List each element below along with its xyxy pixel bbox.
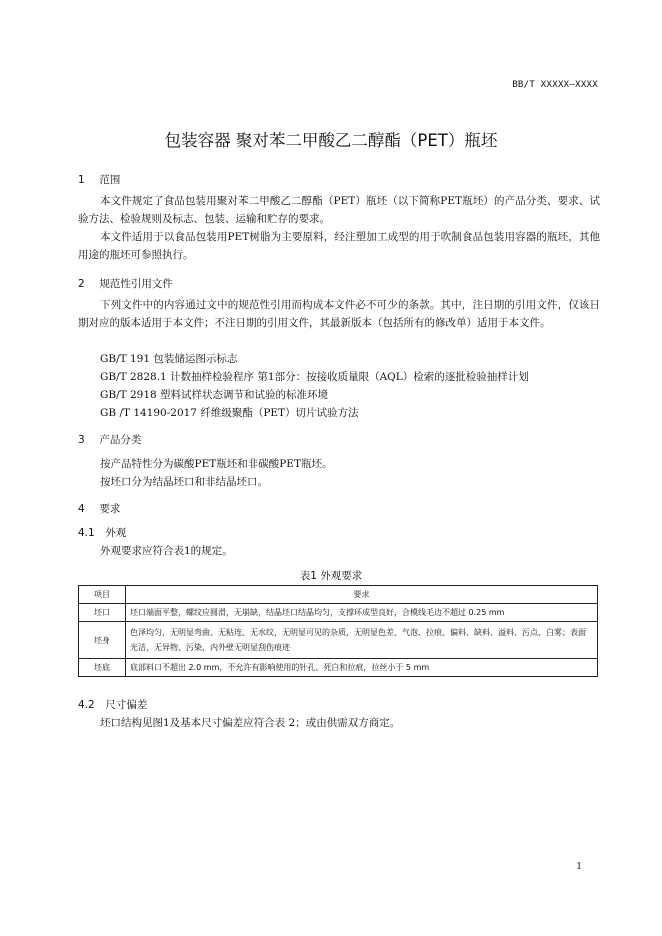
- section-title: 规范性引用文件: [99, 278, 173, 290]
- table-header-requirement: 要求: [126, 586, 598, 604]
- table-cell-requirement: 坯口端面平整，螺纹应圆滑，无崩缺，结晶坯口结晶均匀，支撑环成型良好，合模线毛边不超过 0.25 mm: [126, 604, 598, 622]
- reference-item: GB/T 2828.1 计数抽样检验程序 第1部分：按接收质量限（AQL）检索的逐批检验抽样计划: [100, 371, 529, 383]
- section-4-1-paragraph: 外观要求应符合表1的规定。: [100, 545, 233, 557]
- section-title: 要求: [99, 503, 121, 515]
- table-cell-requirement: 底部料口不超出 2.0 mm，不允许有影响使用的针孔、死白和拉痕，拉丝小于 5 mm: [126, 659, 598, 677]
- table-cell-item: 坯底: [79, 659, 126, 677]
- table-1-caption: 表1 外观要求: [299, 570, 363, 582]
- section-number: 1: [78, 174, 85, 186]
- section-number: 4.2: [78, 699, 95, 711]
- section-4-2-paragraph: 坯口结构见图1及基本尺寸偏差应符合表 2；或由供需双方商定。: [100, 717, 401, 729]
- table-cell-item: 坯身: [79, 622, 126, 659]
- section-1-paragraph-2: 本文件适用于以食品包装用PET树脂为主要原料，经注塑加工成型的用于吹制食品包装用容器的瓶坯，其他用途的瓶坯可参照执行。: [78, 231, 600, 261]
- section-1-heading: [78, 172, 120, 187]
- section-4-2-heading: [78, 697, 147, 712]
- table-cell-requirement: 色泽均匀，无明显弯曲、无粘连、无水纹，无明显可见的杂质，无明显色差、气泡、拉痕、偏料、缺料、溢料、污点、白雾；表面光洁，无异物、污染，内外壁无明显刮伤痕迹: [126, 622, 598, 659]
- page-number: 1: [576, 862, 582, 872]
- table-header-item: 项目: [79, 586, 126, 604]
- section-number: 4: [78, 503, 85, 515]
- table-row: [79, 659, 598, 677]
- reference-item: GB/T 191 包装储运图示标志: [100, 353, 238, 365]
- section-title: 产品分类: [99, 434, 142, 446]
- table-row: [79, 604, 598, 622]
- appearance-requirements-table: [78, 585, 598, 677]
- section-number: 2: [78, 278, 85, 290]
- table-cell-item: 坯口: [79, 604, 126, 622]
- section-1-paragraph-1: 本文件规定了食品包装用聚对苯二甲酸乙二醇酯（PET）瓶坯（以下简称PET瓶坯）的产品分类、要求、试验方法、检验规则及标志、包装、运输和贮存的要求。: [78, 195, 600, 225]
- section-4-1-heading: [78, 525, 126, 540]
- table-row: [79, 622, 598, 659]
- section-3-heading: [78, 432, 141, 447]
- document-title: 包装容器 聚对苯二甲酸乙二醇酯（PET）瓶坯: [164, 131, 498, 150]
- section-title: 范围: [99, 174, 121, 186]
- section-3-paragraph-1: 按产品特性分为碳酸PET瓶坯和非碳酸PET瓶坯。: [100, 458, 333, 470]
- section-3-paragraph-2: 按坯口分为结晶坯口和非结晶坯口。: [100, 476, 268, 488]
- section-title: 外观: [105, 527, 127, 539]
- section-number: 3: [78, 434, 85, 446]
- section-4-heading: [78, 501, 120, 516]
- section-number: 4.1: [78, 527, 95, 539]
- reference-item: GB /T 14190-2017 纤维级聚酯（PET）切片试验方法: [100, 407, 359, 419]
- section-2-heading: [78, 276, 173, 291]
- section-2-paragraph-1: 下列文件中的内容通过文中的规范性引用而构成本文件必不可少的条款。其中，注日期的引用文件，仅该日期对应的版本适用于本文件；不注日期的引用文件，其最新版本（包括所有的修改单）适用于本文件。: [78, 299, 600, 329]
- table-header-row: [79, 586, 598, 604]
- section-title: 尺寸偏差: [105, 699, 148, 711]
- document-code: BB/T XXXXX—XXXX: [512, 80, 598, 90]
- reference-item: GB/T 2918 塑料试样状态调节和试验的标准环境: [100, 389, 329, 401]
